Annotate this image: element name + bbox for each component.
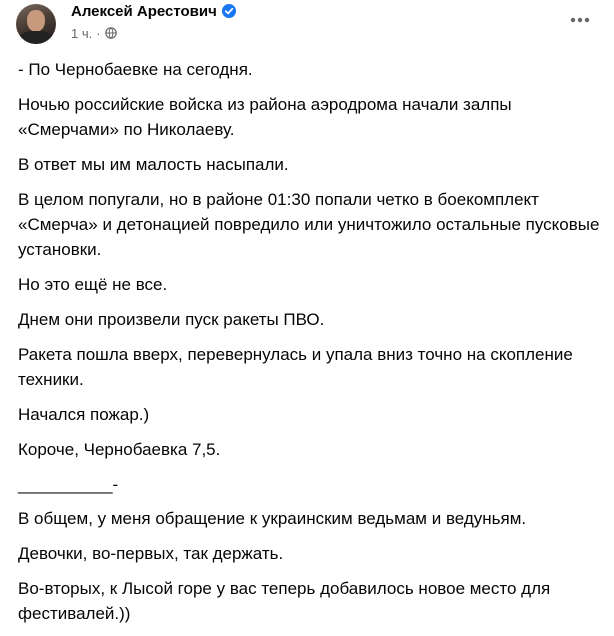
post-paragraph: В целом попугали, но в районе 01:30 попали четко в боекомплект «Смерча» и детонацией повредило или уничтожило остальные пусковые установки. [18, 190, 600, 259]
avatar-body [19, 31, 53, 44]
post-paragraph: В ответ мы им малость насыпали. [18, 155, 289, 174]
ellipsis-icon [570, 17, 590, 23]
avatar[interactable] [16, 4, 56, 44]
post-paragraph: Во-вторых, к Лысой горе у вас теперь добавилось новое место для фестивалей.)) [18, 579, 551, 623]
post-paragraph: Начался пожар.) [18, 405, 150, 424]
post-timestamp[interactable]: 1 ч. [71, 25, 93, 41]
post-paragraph: В общем, у меня обращение к украинским ведьмам и ведуньям. [18, 509, 527, 528]
post-paragraph: - По Чернобаевке на сегодня. [18, 60, 253, 79]
verified-badge-icon [222, 4, 236, 18]
post-paragraph: Ночью российские войска из района аэродрома начали залпы «Смерчами» по Николаеву. [18, 95, 512, 139]
post-paragraph: Короче, Чернобаевка 7,5. [18, 440, 221, 459]
post-paragraph: Ракета пошла вверх, перевернулась и упала вниз точно на скопление техники. [18, 345, 573, 389]
author-name[interactable]: Алексей Арестович [71, 2, 217, 20]
meta-separator: · [96, 25, 101, 41]
post-header [0, 0, 614, 50]
post-body [18, 57, 603, 636]
post-paragraph: Днем они произвели пуск ракеты ПВО. [18, 310, 325, 329]
avatar-face [27, 10, 45, 32]
separator-line: __________- [18, 475, 119, 494]
post-paragraph: Но это ещё не все. [18, 275, 168, 294]
globe-icon[interactable] [105, 27, 117, 39]
more-options-button[interactable] [566, 6, 594, 34]
post-paragraph: Девочки, во-первых, так держать. [18, 544, 284, 563]
author-row [71, 0, 236, 22]
post-meta [71, 24, 117, 42]
